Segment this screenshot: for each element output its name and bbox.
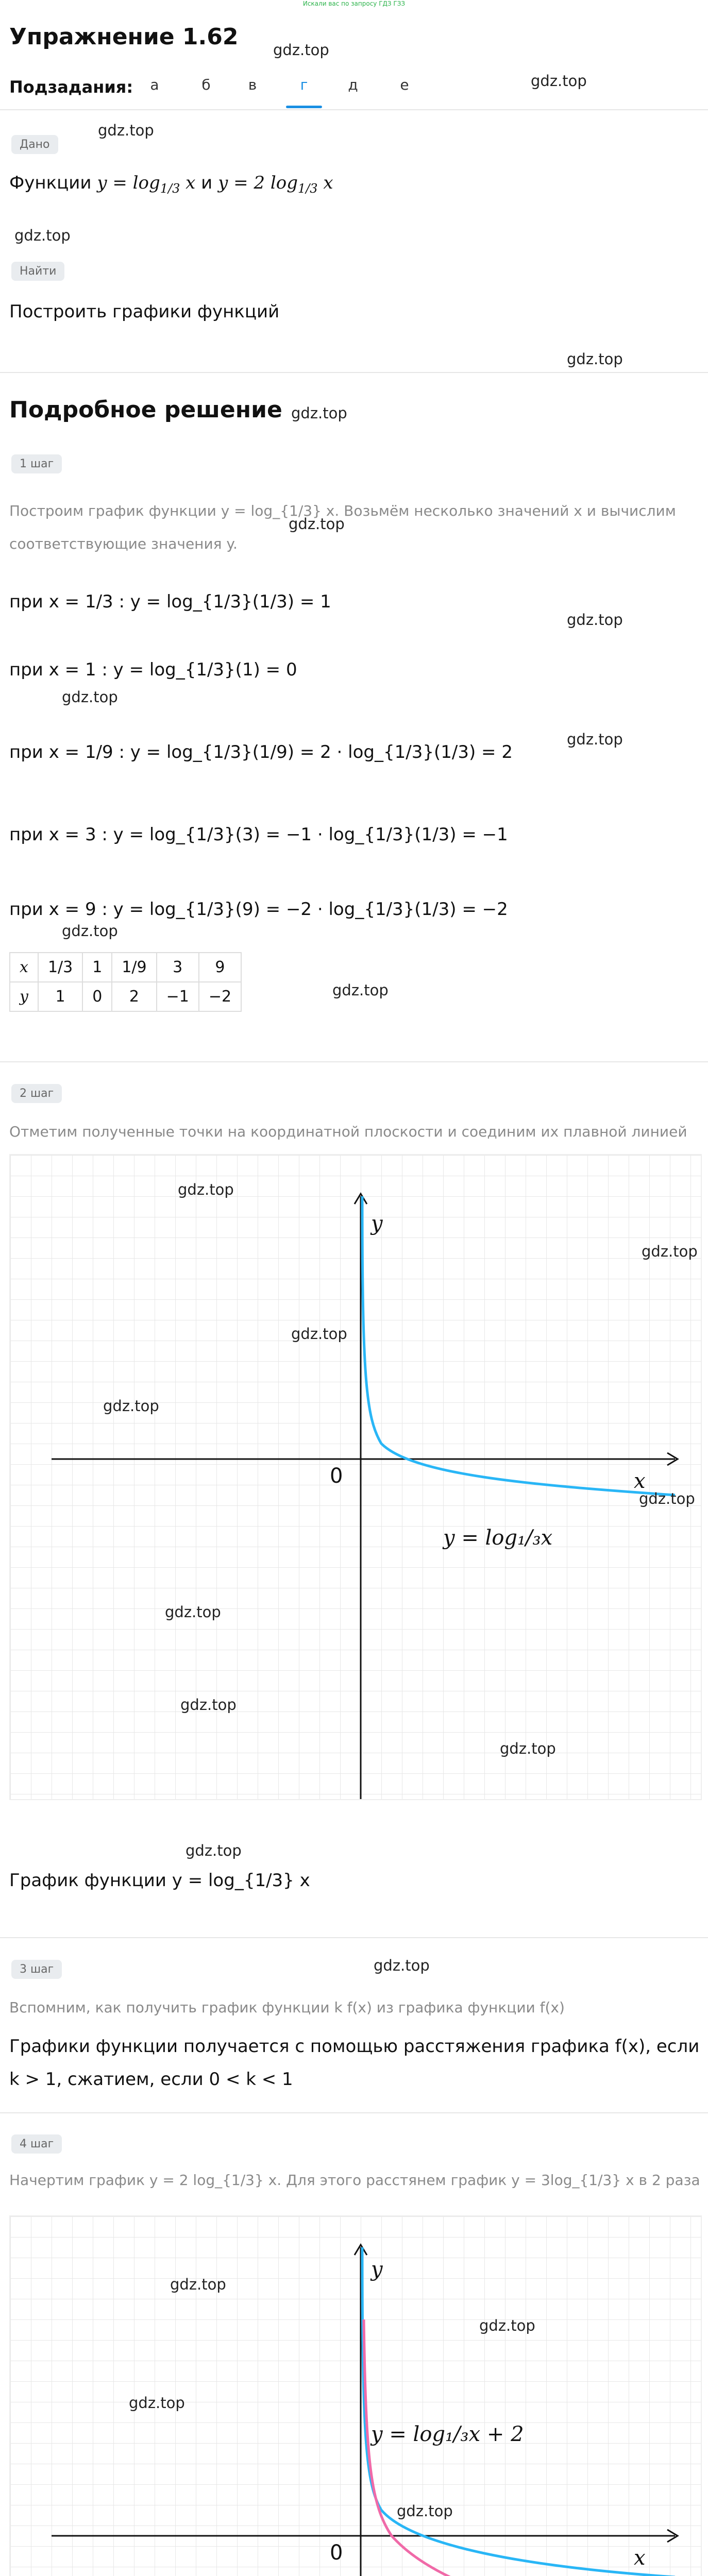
watermark: gdz.top — [178, 1181, 234, 1198]
step2-caption: График функции y = log_{1/3} x — [9, 1870, 310, 1891]
watermark: gdz.top — [165, 1603, 221, 1621]
divider — [0, 109, 708, 110]
step1-line-2: при x = 1 : y = log_{1/3}(1) = 0 — [9, 659, 297, 680]
watermark: gdz.top — [291, 404, 347, 422]
table-cell: 9 — [199, 953, 241, 982]
watermark: gdz.top — [531, 72, 587, 90]
divider — [0, 2112, 708, 2113]
curve-label-1: y = log₁/₃x + 2 — [371, 2422, 524, 2446]
watermark: gdz.top — [62, 688, 118, 706]
table-cell: 1 — [82, 953, 112, 982]
watermark: gdz.top — [289, 515, 345, 533]
step2-intro: Отметим полученные точки на координатной плоскости и соединим их плавной линией — [9, 1123, 687, 1140]
table-cell: 1 — [38, 982, 82, 1011]
tab-e[interactable]: е — [400, 76, 409, 93]
x-axis-label: x — [634, 2546, 646, 2570]
watermark: gdz.top — [180, 1696, 237, 1714]
table-cell: −1 — [157, 982, 199, 1011]
solution-title: Подробное решение — [9, 397, 282, 423]
watermark: gdz.top — [567, 350, 623, 368]
watermark: gdz.top — [500, 1740, 556, 1757]
page-title: Упражнение 1.62 — [9, 24, 239, 50]
table-cell: 0 — [82, 982, 112, 1011]
table-cell: 1/9 — [112, 953, 156, 982]
watermark: gdz.top — [170, 2276, 226, 2293]
watermark: gdz.top — [98, 122, 154, 139]
watermark: gdz.top — [639, 1490, 695, 1507]
watermark: gdz.top — [332, 981, 389, 999]
watermark: gdz.top — [62, 922, 118, 940]
find-text: Построить графики функций — [9, 301, 280, 322]
step2-badge: 2 шаг — [11, 1084, 62, 1103]
table-cell: x — [10, 953, 38, 982]
given-badge: Дано — [11, 135, 58, 154]
given-functions: Функции $y = \log_{1/3} x$ и y = 2 $\log_{1/3} x$ — [9, 173, 333, 196]
graph-1 — [9, 1154, 702, 1800]
watermark: gdz.top — [273, 41, 329, 59]
step3-badge: 3 шаг — [11, 1960, 62, 1979]
y-axis-label: y — [371, 2258, 383, 2281]
watermark: gdz.top — [397, 2502, 453, 2520]
table-row — [10, 953, 241, 982]
watermark: gdz.top — [291, 1325, 347, 1343]
search-hint: Искали вас по запросу ГДЗ ГЗЗ — [302, 0, 406, 7]
watermark: gdz.top — [479, 2317, 535, 2334]
step1-intro: Построим график функции y = log_{1/3} x. Возьмём несколько значений x и вычислим соответствующие значения y. — [9, 502, 676, 552]
subtasks-label: Подзадания: — [9, 77, 133, 97]
divider — [0, 372, 708, 373]
origin-label: 0 — [330, 1464, 343, 1488]
tab-a[interactable]: а — [150, 76, 159, 93]
tab-d[interactable]: д — [348, 76, 358, 93]
values-table — [9, 952, 242, 1012]
watermark: gdz.top — [567, 731, 623, 748]
step3-intro: Вспомним, как получить график функции k f(x) из графика функции f(x) — [9, 1999, 565, 2016]
divider — [0, 1937, 708, 1938]
watermark: gdz.top — [129, 2394, 185, 2412]
graph-2 — [9, 2215, 702, 2576]
origin-label: 0 — [330, 2541, 343, 2565]
watermark: gdz.top — [374, 1957, 430, 1974]
x-axis-label: x — [634, 1469, 646, 1493]
step1-line-5: при x = 9 : y = log_{1/3}(9) = −2 · log_{1/3}(1/3) = −2 — [9, 899, 508, 920]
curve-label: y = log₁/₃x — [443, 1526, 553, 1550]
step4-intro: Начертим график y = 2 log_{1/3} x. Для этого расстянем график y = 3log_{1/3} x в 2 раза — [9, 2172, 700, 2189]
step3-text: Графики функции получается с помощью расстяжения графика f(x), если k > 1, сжатием, если 0 < k < 1 — [9, 2036, 700, 2090]
step1-line-1: при x = 1/3 : y = log_{1/3}(1/3) = 1 — [9, 591, 331, 612]
step1-line-4: при x = 3 : y = log_{1/3}(3) = −1 · log_{1/3}(1/3) = −1 — [9, 824, 508, 845]
step4-badge: 4 шаг — [11, 2134, 62, 2154]
table-cell: 1/3 — [38, 953, 82, 982]
watermark: gdz.top — [103, 1397, 159, 1415]
curve-log-plus-two — [362, 2247, 675, 2576]
table-cell: y — [10, 982, 38, 1011]
table-cell: 2 — [112, 982, 156, 1011]
tab-b[interactable]: б — [201, 76, 211, 93]
watermark: gdz.top — [642, 1243, 698, 1260]
divider — [0, 1061, 708, 1062]
active-tab-indicator — [286, 106, 322, 108]
graph-2-svg — [10, 2216, 701, 2576]
graph-1-svg — [10, 1155, 701, 1799]
watermark: gdz.top — [567, 611, 623, 629]
tab-g[interactable]: г — [300, 76, 308, 93]
table-cell: 3 — [157, 953, 199, 982]
table-row — [10, 982, 241, 1011]
tab-v[interactable]: в — [248, 76, 257, 93]
watermark: gdz.top — [14, 227, 71, 244]
y-axis-label: y — [371, 1212, 383, 1235]
watermark: gdz.top — [186, 1842, 242, 1859]
step1-line-3: при x = 1/9 : y = log_{1/3}(1/9) = 2 · log_{1/3}(1/3) = 2 — [9, 742, 513, 762]
curve-two-log — [364, 2319, 675, 2576]
step1-badge: 1 шаг — [11, 454, 62, 473]
curve-log-one-third — [362, 1196, 675, 1495]
find-badge: Найти — [11, 262, 64, 281]
table-cell: −2 — [199, 982, 241, 1011]
